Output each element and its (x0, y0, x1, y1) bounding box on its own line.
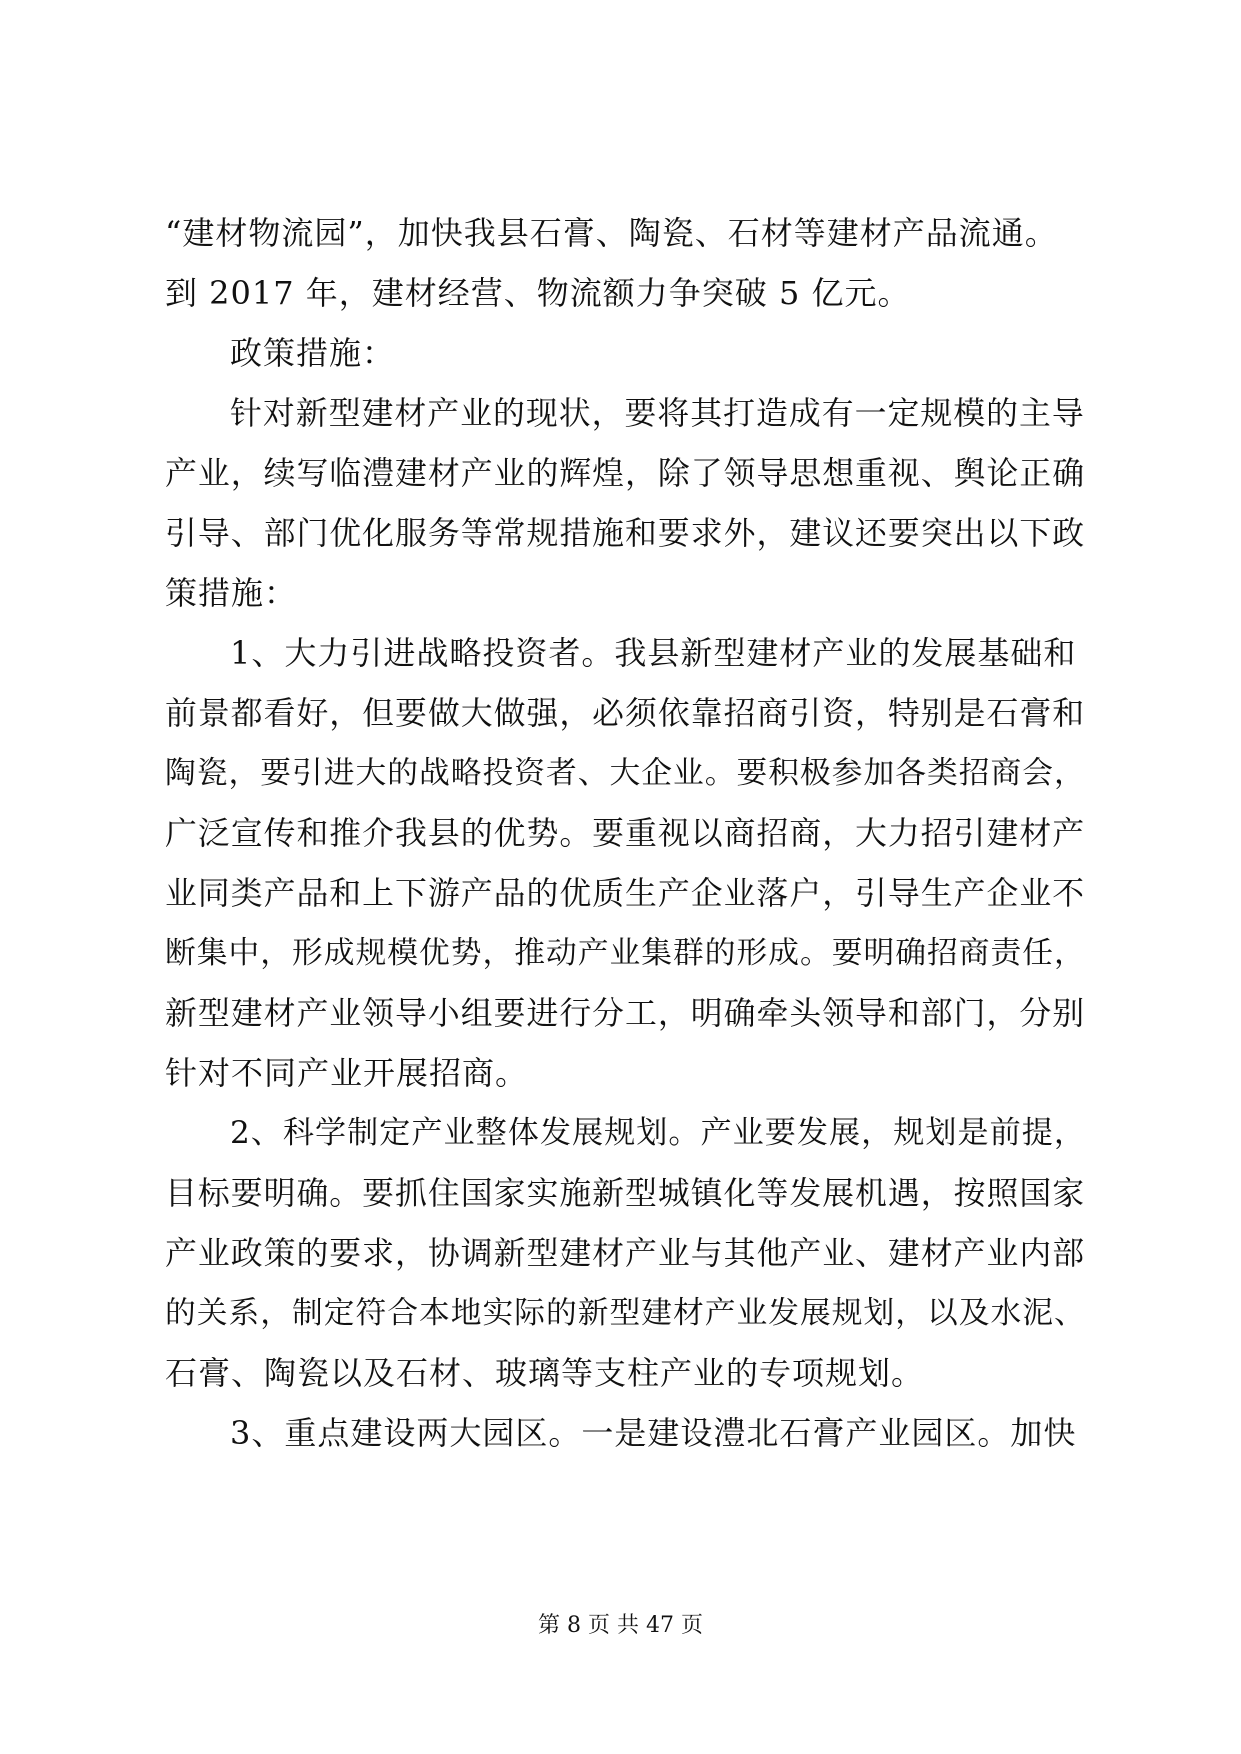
text-line: 1、大力引进战略投资者。我县新型建材产业的发展基础和 (230, 634, 1077, 672)
text-line: 策措施： (165, 574, 298, 612)
text-line: 针对新型建材产业的现状，要将其打造成有一定规模的主导 (230, 394, 1085, 432)
text-line: 前景都看好，但要做大做强，必须依靠招商引资，特别是石膏和 (165, 694, 1086, 732)
text-line: 到 2017 年，建材经营、物流额力争突破 5 亿元。 (165, 274, 911, 312)
text-line: 新型建材产业领导小组要进行分工，明确牵头领导和部门，分别 (165, 994, 1086, 1032)
text-line: 目标要明确。要抓住国家实施新型城镇化等发展机遇，按照国家 (165, 1174, 1086, 1212)
text-line: 引导、部门优化服务等常规措施和要求外，建议还要突出以下政 (165, 514, 1086, 552)
section-heading: 政策措施： (230, 334, 396, 372)
text-line: 的关系，制定符合本地实际的新型建材产业发展规划，以及水泥、 (165, 1295, 1086, 1331)
text-line: 针对不同产业开展招商。 (165, 1054, 529, 1092)
text-line: 业同类产品和上下游产品的优质生产企业落户，引导生产企业不 (165, 874, 1086, 912)
text-line: 陶瓷，要引进大的战略投资者、大企业。要积极参加各类招商会， (165, 755, 1086, 791)
page-footer: 第 8 页 共 47 页 (538, 1613, 703, 1638)
text-line: “建材物流园”，加快我县石膏、陶瓷、石材等建材产品流通。 (165, 214, 1058, 252)
text-line: 3、重点建设两大园区。一是建设澧北石膏产业园区。加快 (230, 1414, 1077, 1452)
text-line: 广泛宣传和推介我县的优势。要重视以商招商，大力招引建材产 (165, 814, 1086, 852)
text-line: 2、科学制定产业整体发展规划。产业要发展，规划是前提， (230, 1115, 1087, 1151)
text-line: 石膏、陶瓷以及石材、玻璃等支柱产业的专项规划。 (165, 1354, 925, 1392)
text-line: 产业政策的要求，协调新型建材产业与其他产业、建材产业内部 (165, 1234, 1086, 1272)
text-line: 断集中，形成规模优势，推动产业集群的形成。要明确招商责任， (165, 935, 1086, 971)
text-line: 产业，续写临澧建材产业的辉煌，除了领导思想重视、舆论正确 (165, 454, 1086, 492)
